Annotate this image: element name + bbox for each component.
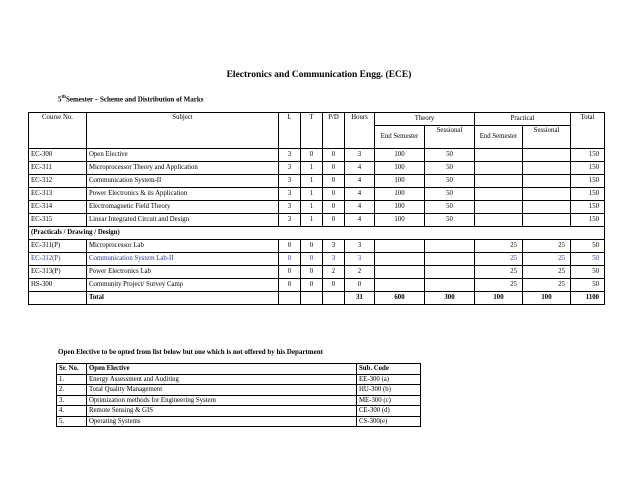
cell-t: 0 [301, 266, 323, 279]
total-cell-subject: Total [87, 292, 279, 305]
cell-practical-end [475, 149, 523, 162]
cell-hours: 4 [345, 201, 375, 214]
cell-pd: 0 [323, 188, 345, 201]
cell-practical-sessional [523, 175, 571, 188]
page-title: Electronics and Communication Engg. (ECE) [226, 70, 412, 80]
cell-theory-end: 100 [375, 188, 425, 201]
total-cell-practical-sessional: 100 [523, 292, 571, 305]
cell-theory-end: 100 [375, 201, 425, 214]
cell-course-no: EC-315 [29, 214, 87, 227]
total-cell-practical-end: 100 [475, 292, 523, 305]
cell-l: 3 [279, 162, 301, 175]
cell-theory-sessional [425, 266, 475, 279]
cell-hours: 3 [345, 240, 375, 253]
cell-theory-sessional [425, 240, 475, 253]
elective-header-code: Sub. Code [357, 364, 421, 375]
cell-hours: 4 [345, 162, 375, 175]
cell-practical-end: 25 [475, 240, 523, 253]
header-practical: Practical [475, 113, 571, 126]
cell-hours: 4 [345, 175, 375, 188]
cell-t: 1 [301, 214, 323, 227]
cell-theory-sessional [425, 253, 475, 266]
cell-hours: 0 [345, 279, 375, 292]
elective-row [57, 406, 421, 417]
cell-hours: 3 [345, 253, 375, 266]
cell-practical-end: 25 [475, 266, 523, 279]
cell-theory-end: 100 [375, 175, 425, 188]
cell-subject: Linear Integrated Circuit and Design [87, 214, 279, 227]
cell-hours: 4 [345, 188, 375, 201]
elective-header-row [57, 364, 421, 375]
header-course-no: Course No. [29, 113, 87, 149]
cell-pd: 2 [323, 266, 345, 279]
practicals-section-row [29, 227, 605, 240]
cell-practical-sessional [523, 214, 571, 227]
cell-subject: Power Electronics Lab [87, 266, 279, 279]
table-row [29, 149, 605, 162]
cell-hours: 2 [345, 266, 375, 279]
table-row [29, 253, 605, 266]
cell-t: 1 [301, 188, 323, 201]
cell-pd: 0 [323, 214, 345, 227]
elective-row [57, 416, 421, 427]
elective-row [57, 374, 421, 385]
header-theory-sessional: Sessional [425, 126, 475, 149]
cell-subject: Communication System Lab-II [87, 253, 279, 266]
elective-name: Operating Systems [87, 416, 357, 427]
cell-total: 150 [571, 201, 605, 214]
elective-sr: 3. [57, 395, 87, 406]
cell-course-no: EC-313(P) [29, 266, 87, 279]
cell-theory-sessional: 50 [425, 149, 475, 162]
table-header-row [29, 113, 605, 126]
elective-code: EE-300 (a) [357, 374, 421, 385]
header-theory-end-semester: End Semester [375, 126, 425, 149]
cell-practical-end [475, 214, 523, 227]
header-total: Total [571, 113, 605, 149]
header-l: L [279, 113, 301, 149]
cell-practical-sessional [523, 201, 571, 214]
theory-rows [29, 149, 605, 227]
elective-note: Open Elective to be opted from list below but one which is not offered by his Department [58, 348, 323, 356]
cell-course-no: EC-313 [29, 188, 87, 201]
total-cell-hours: 31 [345, 292, 375, 305]
cell-l: 0 [279, 240, 301, 253]
table-row [29, 175, 605, 188]
total-cell-theory-end: 600 [375, 292, 425, 305]
cell-l: 0 [279, 253, 301, 266]
cell-theory-end [375, 266, 425, 279]
cell-theory-end: 100 [375, 162, 425, 175]
cell-course-no: EC-312(P) [29, 253, 87, 266]
elective-name: Total Quality Management [87, 385, 357, 396]
semester-text: Semester – Scheme and Distribution of Marks [65, 95, 204, 104]
cell-l: 3 [279, 175, 301, 188]
header-subject: Subject [87, 113, 279, 149]
cell-practical-sessional: 25 [523, 266, 571, 279]
cell-subject: Microprocessor Lab [87, 240, 279, 253]
cell-practical-end: 25 [475, 279, 523, 292]
cell-t: 1 [301, 162, 323, 175]
cell-practical-sessional [523, 149, 571, 162]
cell-practical-sessional: 25 [523, 253, 571, 266]
cell-subject: Power Electronics & its Application [87, 188, 279, 201]
cell-practical-sessional: 25 [523, 279, 571, 292]
cell-total: 150 [571, 214, 605, 227]
cell-theory-sessional: 50 [425, 188, 475, 201]
cell-hours: 4 [345, 214, 375, 227]
cell-total: 150 [571, 149, 605, 162]
total-cell-theory-sessional: 300 [425, 292, 475, 305]
cell-t: 0 [301, 240, 323, 253]
elective-rows [57, 374, 421, 427]
cell-practical-end [475, 201, 523, 214]
elective-row [57, 385, 421, 396]
elective-code: ME-300 (c) [357, 395, 421, 406]
cell-practical-end [475, 188, 523, 201]
table-row [29, 201, 605, 214]
cell-course-no: EC-311 [29, 162, 87, 175]
elective-header-sr: Sr. No. [57, 364, 87, 375]
cell-total: 150 [571, 188, 605, 201]
elective-sr: 4. [57, 406, 87, 417]
cell-total: 150 [571, 175, 605, 188]
table-row [29, 188, 605, 201]
header-practical-end-semester: End Semester [475, 126, 523, 149]
cell-pd: 0 [323, 201, 345, 214]
cell-course-no: EC-300 [29, 149, 87, 162]
cell-practical-sessional [523, 188, 571, 201]
cell-course-no: EC-314 [29, 201, 87, 214]
header-pd: P/D [323, 113, 345, 149]
scheme-table [28, 112, 605, 305]
total-cell-t [301, 292, 323, 305]
cell-l: 0 [279, 266, 301, 279]
total-cell-total: 1100 [571, 292, 605, 305]
cell-subject: Microprocessor Theory and Application [87, 162, 279, 175]
cell-practical-end: 25 [475, 253, 523, 266]
cell-practical-end [475, 162, 523, 175]
cell-l: 0 [279, 279, 301, 292]
elective-row [57, 395, 421, 406]
cell-theory-end [375, 253, 425, 266]
practicals-label: (Practicals / Drawing / Design) [29, 227, 605, 240]
header-theory: Theory [375, 113, 475, 126]
elective-code: HU-300 (b) [357, 385, 421, 396]
table-row [29, 240, 605, 253]
elective-header-name: Open Elective [87, 364, 357, 375]
total-rows [29, 292, 605, 305]
cell-practical-end [475, 175, 523, 188]
elective-table [56, 363, 421, 427]
cell-t: 1 [301, 175, 323, 188]
elective-name: Energy Assessment and Auditing [87, 374, 357, 385]
elective-code: CE-300 (d) [357, 406, 421, 417]
cell-pd: 0 [323, 175, 345, 188]
total-cell-course-no [29, 292, 87, 305]
semester-number: 5 [58, 95, 62, 104]
total-row [29, 292, 605, 305]
cell-theory-end: 100 [375, 214, 425, 227]
total-cell-pd [323, 292, 345, 305]
elective-sr: 1. [57, 374, 87, 385]
cell-t: 0 [301, 279, 323, 292]
practical-rows [29, 240, 605, 292]
table-row [29, 266, 605, 279]
cell-theory-end: 100 [375, 149, 425, 162]
cell-theory-sessional: 50 [425, 201, 475, 214]
cell-subject: Community Project/ Survey Camp [87, 279, 279, 292]
cell-pd: 3 [323, 253, 345, 266]
cell-l: 3 [279, 149, 301, 162]
header-hours: Hours [345, 113, 375, 149]
table-row [29, 279, 605, 292]
header-t: T [301, 113, 323, 149]
cell-t: 1 [301, 201, 323, 214]
cell-theory-end [375, 279, 425, 292]
table-row [29, 214, 605, 227]
semester-suffix: th [61, 95, 66, 100]
cell-course-no: HS-300 [29, 279, 87, 292]
total-cell-l [279, 292, 301, 305]
cell-practical-sessional [523, 162, 571, 175]
cell-theory-sessional: 50 [425, 214, 475, 227]
elective-code: CS-300(e) [357, 416, 421, 427]
cell-course-no: EC-312 [29, 175, 87, 188]
header-practical-sessional: Sessional [523, 126, 571, 149]
cell-l: 3 [279, 214, 301, 227]
cell-l: 3 [279, 201, 301, 214]
cell-subject: Electromagnetic Field Theory [87, 201, 279, 214]
cell-subject: Communication System-II [87, 175, 279, 188]
cell-theory-sessional: 50 [425, 175, 475, 188]
cell-subject: Open Elective [87, 149, 279, 162]
cell-pd: 0 [323, 279, 345, 292]
cell-total: 50 [571, 240, 605, 253]
cell-t: 0 [301, 149, 323, 162]
cell-theory-sessional [425, 279, 475, 292]
cell-theory-end [375, 240, 425, 253]
cell-theory-sessional: 50 [425, 162, 475, 175]
elective-name: Remote Sensing & GIS [87, 406, 357, 417]
cell-pd: 0 [323, 149, 345, 162]
cell-t: 0 [301, 253, 323, 266]
semester-heading [58, 95, 203, 103]
cell-total: 50 [571, 279, 605, 292]
elective-name: Optimization methods for Engineering System [87, 395, 357, 406]
cell-pd: 0 [323, 162, 345, 175]
cell-course-no: EC-311(P) [29, 240, 87, 253]
table-row [29, 162, 605, 175]
cell-total: 50 [571, 266, 605, 279]
elective-sr: 5. [57, 416, 87, 427]
cell-hours: 3 [345, 149, 375, 162]
cell-practical-sessional: 25 [523, 240, 571, 253]
cell-total: 50 [571, 253, 605, 266]
cell-l: 3 [279, 188, 301, 201]
cell-pd: 3 [323, 240, 345, 253]
cell-total: 150 [571, 162, 605, 175]
elective-sr: 2. [57, 385, 87, 396]
